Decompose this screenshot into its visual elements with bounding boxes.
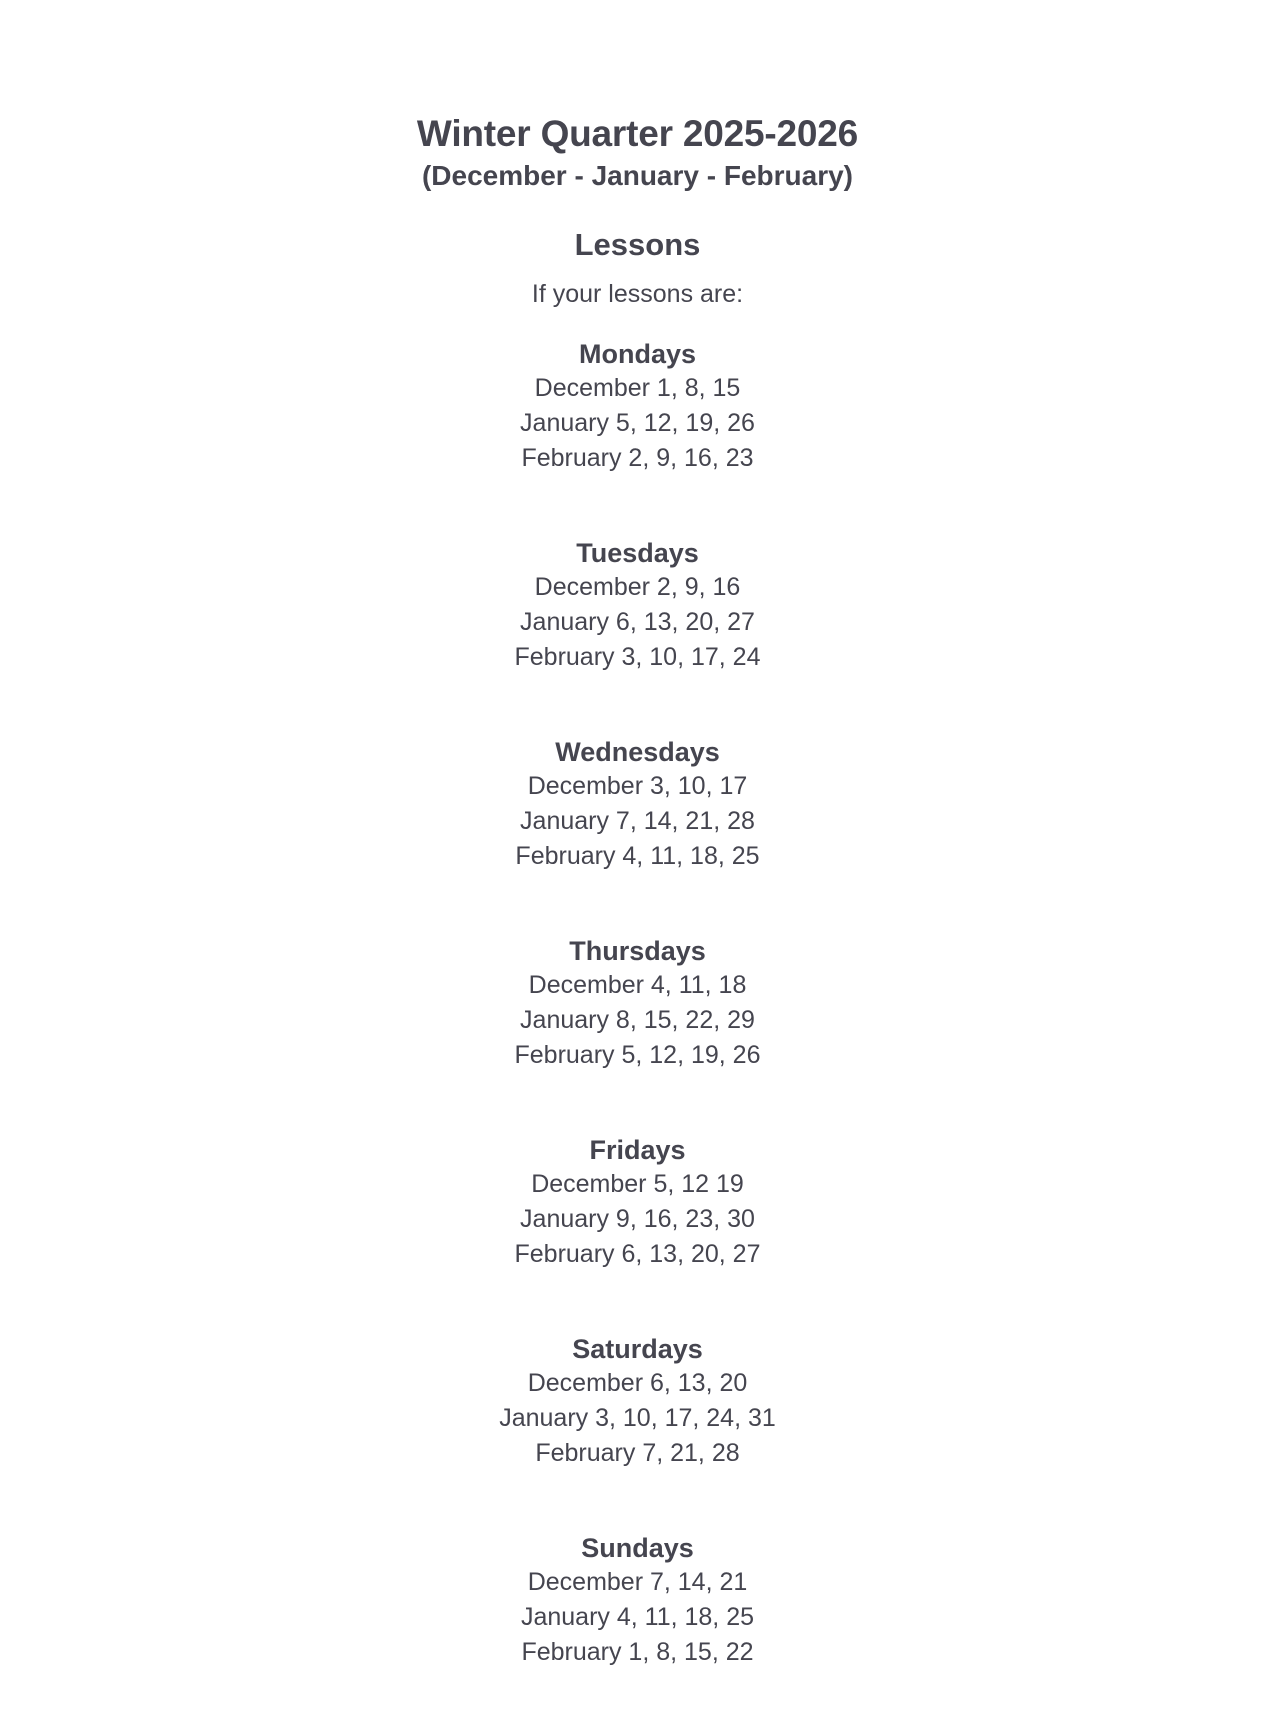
date-line: January 7, 14, 21, 28: [520, 807, 755, 835]
date-line: January 4, 11, 18, 25: [520, 1603, 755, 1631]
date-line: January 3, 10, 17, 24, 31: [499, 1404, 776, 1432]
date-line: February 5, 12, 19, 26: [514, 1041, 761, 1069]
day-name: Sundays: [581, 1533, 694, 1563]
date-line: January 9, 16, 23, 30: [520, 1205, 755, 1233]
day-name: Wednesdays: [555, 737, 720, 767]
date-line: February 7, 21, 28: [535, 1439, 740, 1467]
page-subtitle: (December - January - February): [421, 160, 854, 191]
section-heading: Lessons: [574, 227, 701, 262]
day-block-thursdays: [0, 934, 1275, 1073]
date-line: December 5, 12 19: [531, 1170, 744, 1198]
day-block-saturdays: [0, 1332, 1275, 1471]
page-title: Winter Quarter 2025-2026: [416, 113, 859, 154]
date-line: January 6, 13, 20, 27: [520, 608, 755, 636]
day-name: Tuesdays: [576, 538, 699, 568]
day-block-tuesdays: [0, 536, 1275, 675]
date-line: February 1, 8, 15, 22: [521, 1638, 754, 1666]
intro-text: If your lessons are:: [531, 280, 744, 308]
date-line: February 3, 10, 17, 24: [514, 643, 761, 671]
date-line: December 2, 9, 16: [534, 573, 741, 601]
date-line: February 2, 9, 16, 23: [521, 444, 754, 472]
day-name: Fridays: [589, 1135, 686, 1165]
day-block-mondays: [0, 337, 1275, 476]
day-schedule-list: [0, 337, 1275, 1730]
date-line: December 1, 8, 15: [534, 374, 741, 402]
date-line: December 3, 10, 17: [527, 772, 748, 800]
day-block-sundays: [0, 1531, 1275, 1670]
day-name: Mondays: [578, 339, 697, 369]
date-line: February 4, 11, 18, 25: [515, 842, 760, 870]
day-name: Saturdays: [572, 1334, 703, 1364]
day-block-wednesdays: [0, 735, 1275, 874]
date-line: December 7, 14, 21: [527, 1568, 748, 1596]
date-line: December 6, 13, 20: [527, 1369, 748, 1397]
date-line: February 6, 13, 20, 27: [514, 1240, 761, 1268]
day-name: Thursdays: [569, 936, 706, 966]
date-line: December 4, 11, 18: [528, 971, 747, 999]
date-line: January 5, 12, 19, 26: [520, 409, 755, 437]
date-line: January 8, 15, 22, 29: [520, 1006, 755, 1034]
day-block-fridays: [0, 1133, 1275, 1272]
